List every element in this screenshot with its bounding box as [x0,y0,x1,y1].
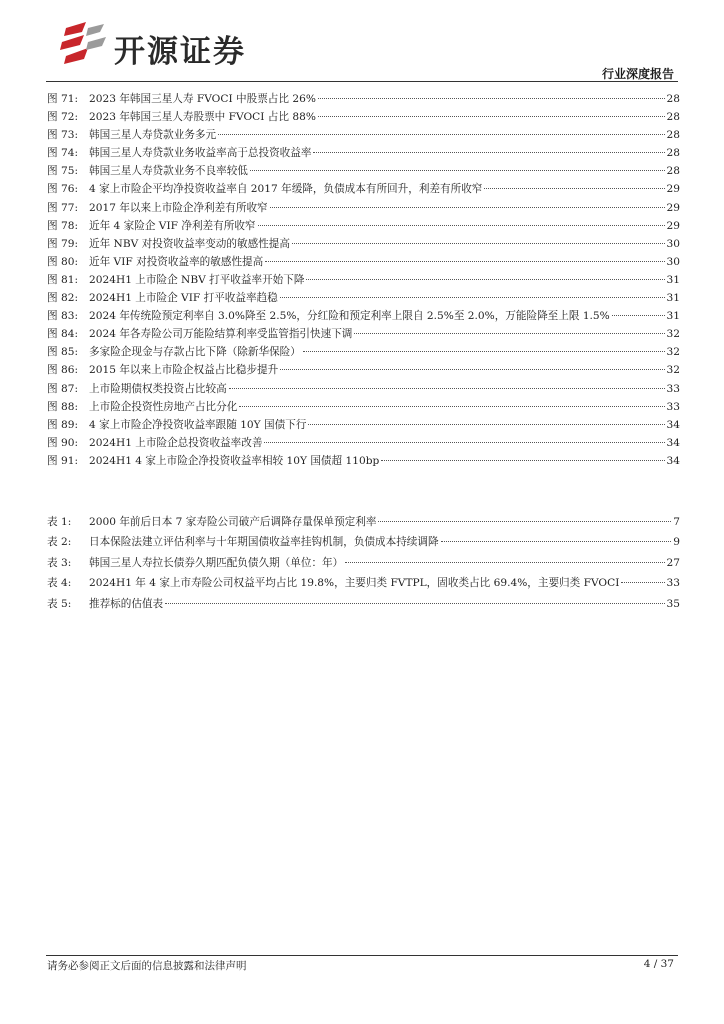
dot-leader [306,278,664,280]
figure-entry-page: 30 [666,255,680,268]
figure-entry-page: 32 [666,328,680,341]
table-entry-page: 7 [673,516,680,528]
dot-leader [218,133,664,135]
figure-entry[interactable] [47,217,680,235]
figure-entry-label: 图 71: [47,93,79,105]
table-entry-label: 表 5: [47,597,72,610]
figure-entry-label: 图 86: [47,364,79,377]
figure-entry-title: 2024 年各寿险公司万能险结算利率受监管指引快速下调 [89,328,353,341]
figure-entry-title: 4 家上市险企平均净投资收益率自 2017 年缓降，负债成本有所回升，利差有所收窄 [89,183,483,196]
figure-entry[interactable] [47,144,680,162]
dot-leader [280,296,665,298]
figure-entry-label: 图 89: [47,418,79,431]
figure-entry-label: 图 88: [47,400,79,413]
figure-entry[interactable] [47,126,680,144]
kaiyuan-securities-logo [60,20,270,68]
figure-entry-page: 28 [666,111,680,124]
figure-entry-title: 韩国三星人寿贷款业务不良率较低 [89,165,248,178]
figure-entry-title: 2017 年以来上市险企净利差有所收窄 [89,201,268,214]
dot-leader [612,314,665,316]
dot-leader [239,405,664,407]
report-type-label: 行业深度报告 [601,67,674,81]
figure-entry-label: 图 74: [47,147,79,160]
figure-entry[interactable] [47,452,680,470]
table-entry-page: 33 [666,577,680,590]
figure-entry-label: 图 90: [47,436,79,449]
figure-entry-label: 图 84: [47,328,79,341]
table-entry[interactable] [47,594,680,614]
figure-entry-page: 28 [666,93,680,105]
figure-entry-label: 图 81: [47,273,79,286]
page-header [0,0,724,82]
disclaimer-note: 请务必参阅正文后面的信息披露和法律声明 [47,960,247,972]
table-entry-title: 日本保险法建立评估利率与十年期国债收益率挂钩机制，负债成本持续调降 [89,536,439,549]
table-entry-label: 表 1: [47,516,72,528]
figure-entry-label: 图 83: [47,310,79,323]
dot-leader [265,260,664,262]
figure-entry-title: 多家险企现金与存款占比下降（除新华保险） [89,346,301,359]
dot-leader [441,540,672,542]
table-entry[interactable] [47,512,680,532]
logo-mark-icon [60,20,108,66]
dot-leader [313,151,664,153]
dot-leader [258,224,665,226]
figure-entry[interactable] [47,235,680,253]
dot-leader [318,115,665,117]
table-entry-page: 35 [666,597,680,610]
figure-entry-page: 34 [666,436,680,449]
table-contents-list [47,512,680,614]
dot-leader [250,169,665,171]
table-entry-title: 2000 年前后日本 7 家寿险公司破产后调降存量保单预定利率 [89,516,377,528]
figure-entry[interactable] [47,108,680,126]
figure-entry[interactable] [47,325,680,343]
dot-leader [345,561,664,563]
figure-entry-title: 2023 年韩国三星人寿 FVOCI 中股票占比 26% [89,93,316,105]
figure-entry-label: 图 78: [47,219,79,232]
figure-entry[interactable] [47,90,680,108]
figure-entry-page: 30 [666,237,680,250]
dot-leader [621,581,664,583]
figure-entry-label: 图 72: [47,111,79,124]
figure-entry-label: 图 79: [47,237,79,250]
figure-entry-page: 34 [666,454,680,467]
header-divider [46,81,678,82]
table-entry-title: 推荐标的估值表 [89,597,164,610]
figure-entry-page: 28 [666,147,680,160]
dot-leader [292,242,665,244]
figure-entry-title: 2024 年传统险预定利率自 3.0%降至 2.5%，分红险和预定利率上限自 2.5%至 2.0%，万能险降至上限 1.5% [89,310,610,323]
table-entry-page: 27 [666,556,680,569]
dot-leader [229,387,665,389]
figure-entry-title: 2024H1 上市险企总投资收益率改善 [89,436,263,449]
figure-entry-label: 图 85: [47,346,79,359]
figure-entry-page: 32 [666,346,680,359]
figure-entry-title: 2024H1 上市险企 VIF 打平收益率趋稳 [89,292,278,305]
dot-leader [484,187,664,189]
figure-entry-title: 韩国三星人寿贷款业务多元 [89,129,217,142]
figure-entry[interactable] [47,434,680,452]
dot-leader [270,206,665,208]
figure-entry[interactable] [47,361,680,379]
table-entry[interactable] [47,553,680,573]
figure-entry-page: 28 [666,165,680,178]
figure-entry-title: 上市险企投资性房地产占比分化 [89,400,238,413]
figure-entry-title: 近年 VIF 对投资收益率的敏感性提高 [89,255,264,268]
figure-entry-label: 图 87: [47,382,79,395]
figure-entry[interactable] [47,380,680,398]
dot-leader [308,423,664,425]
dot-leader [165,602,664,604]
dot-leader [303,350,665,352]
figure-entry-title: 2024H1 4 家上市险企净投资收益率相较 10Y 国债超 110bp [89,454,380,467]
dot-leader [354,332,664,334]
dot-leader [280,368,664,370]
figure-entry-page: 29 [666,219,680,232]
figure-entry[interactable] [47,307,680,325]
figure-entry-page: 29 [666,183,680,196]
figure-entry-page: 33 [666,382,680,395]
figure-entry-title: 近年 NBV 对投资收益率变动的敏感性提高 [89,237,290,250]
table-entry-label: 表 2: [47,536,72,549]
figure-entry[interactable] [47,398,680,416]
figure-entry-page: 34 [666,418,680,431]
table-entry-title: 韩国三星人寿拉长债券久期匹配负债久期（单位：年） [89,556,344,569]
figure-entry[interactable] [47,343,680,361]
figure-entry-label: 图 73: [47,129,79,142]
figure-contents-list [47,90,680,470]
figure-entry[interactable] [47,162,680,180]
figure-entry-title: 韩国三星人寿贷款业务收益率高于总投资收益率 [89,147,312,160]
table-entry-label: 表 4: [47,577,72,590]
dot-leader [378,520,671,522]
figure-entry-page: 31 [666,292,680,305]
table-entry-page: 9 [673,536,680,549]
figure-entry[interactable] [47,180,680,198]
dot-leader [318,97,665,99]
figure-entry-label: 图 75: [47,165,79,178]
figure-entry-label: 图 91: [47,454,79,467]
figure-entry-page: 31 [666,310,680,323]
figure-entry-page: 31 [666,273,680,286]
figure-entry-title: 4 家上市险企净投资收益率跟随 10Y 国债下行 [89,418,307,431]
footer-divider [46,955,678,956]
figure-entry-title: 2023 年韩国三星人寿股票中 FVOCI 占比 88% [89,111,316,124]
figure-entry-label: 图 76: [47,183,79,196]
figure-entry[interactable] [47,199,680,217]
figure-entry-title: 近年 4 家险企 VIF 净利差有所收窄 [89,219,256,232]
dot-leader [381,459,664,461]
figure-entry-page: 28 [666,129,680,142]
dot-leader [264,441,664,443]
figure-entry[interactable] [47,271,680,289]
figure-entry-label: 图 77: [47,201,79,214]
figure-entry-label: 图 82: [47,292,79,305]
table-entry-title: 2024H1 年 4 家上市寿险公司权益平均占比 19.8%，主要归类 FVTPL，固收类占比 69.4%，主要归类 FVOCI [89,577,620,590]
figure-entry-title: 2015 年以来上市险企权益占比稳步提升 [89,364,279,377]
figure-entry[interactable] [47,253,680,271]
table-entry[interactable] [47,573,680,593]
figure-entry-page: 32 [666,364,680,377]
table-entry-label: 表 3: [47,556,72,569]
page-number: 4 / 37 [643,958,674,970]
figure-entry[interactable] [47,416,680,434]
figure-entry-title: 2024H1 上市险企 NBV 打平收益率开始下降 [89,273,305,286]
figure-entry-label: 图 80: [47,255,79,268]
figure-entry-page: 29 [666,201,680,214]
figure-entry[interactable] [47,289,680,307]
figure-entry-title: 上市险期债权类投资占比较高 [89,382,227,395]
table-entry[interactable] [47,532,680,552]
figure-entry-page: 33 [666,400,680,413]
logo-wordmark: 开源证券 [114,34,246,70]
